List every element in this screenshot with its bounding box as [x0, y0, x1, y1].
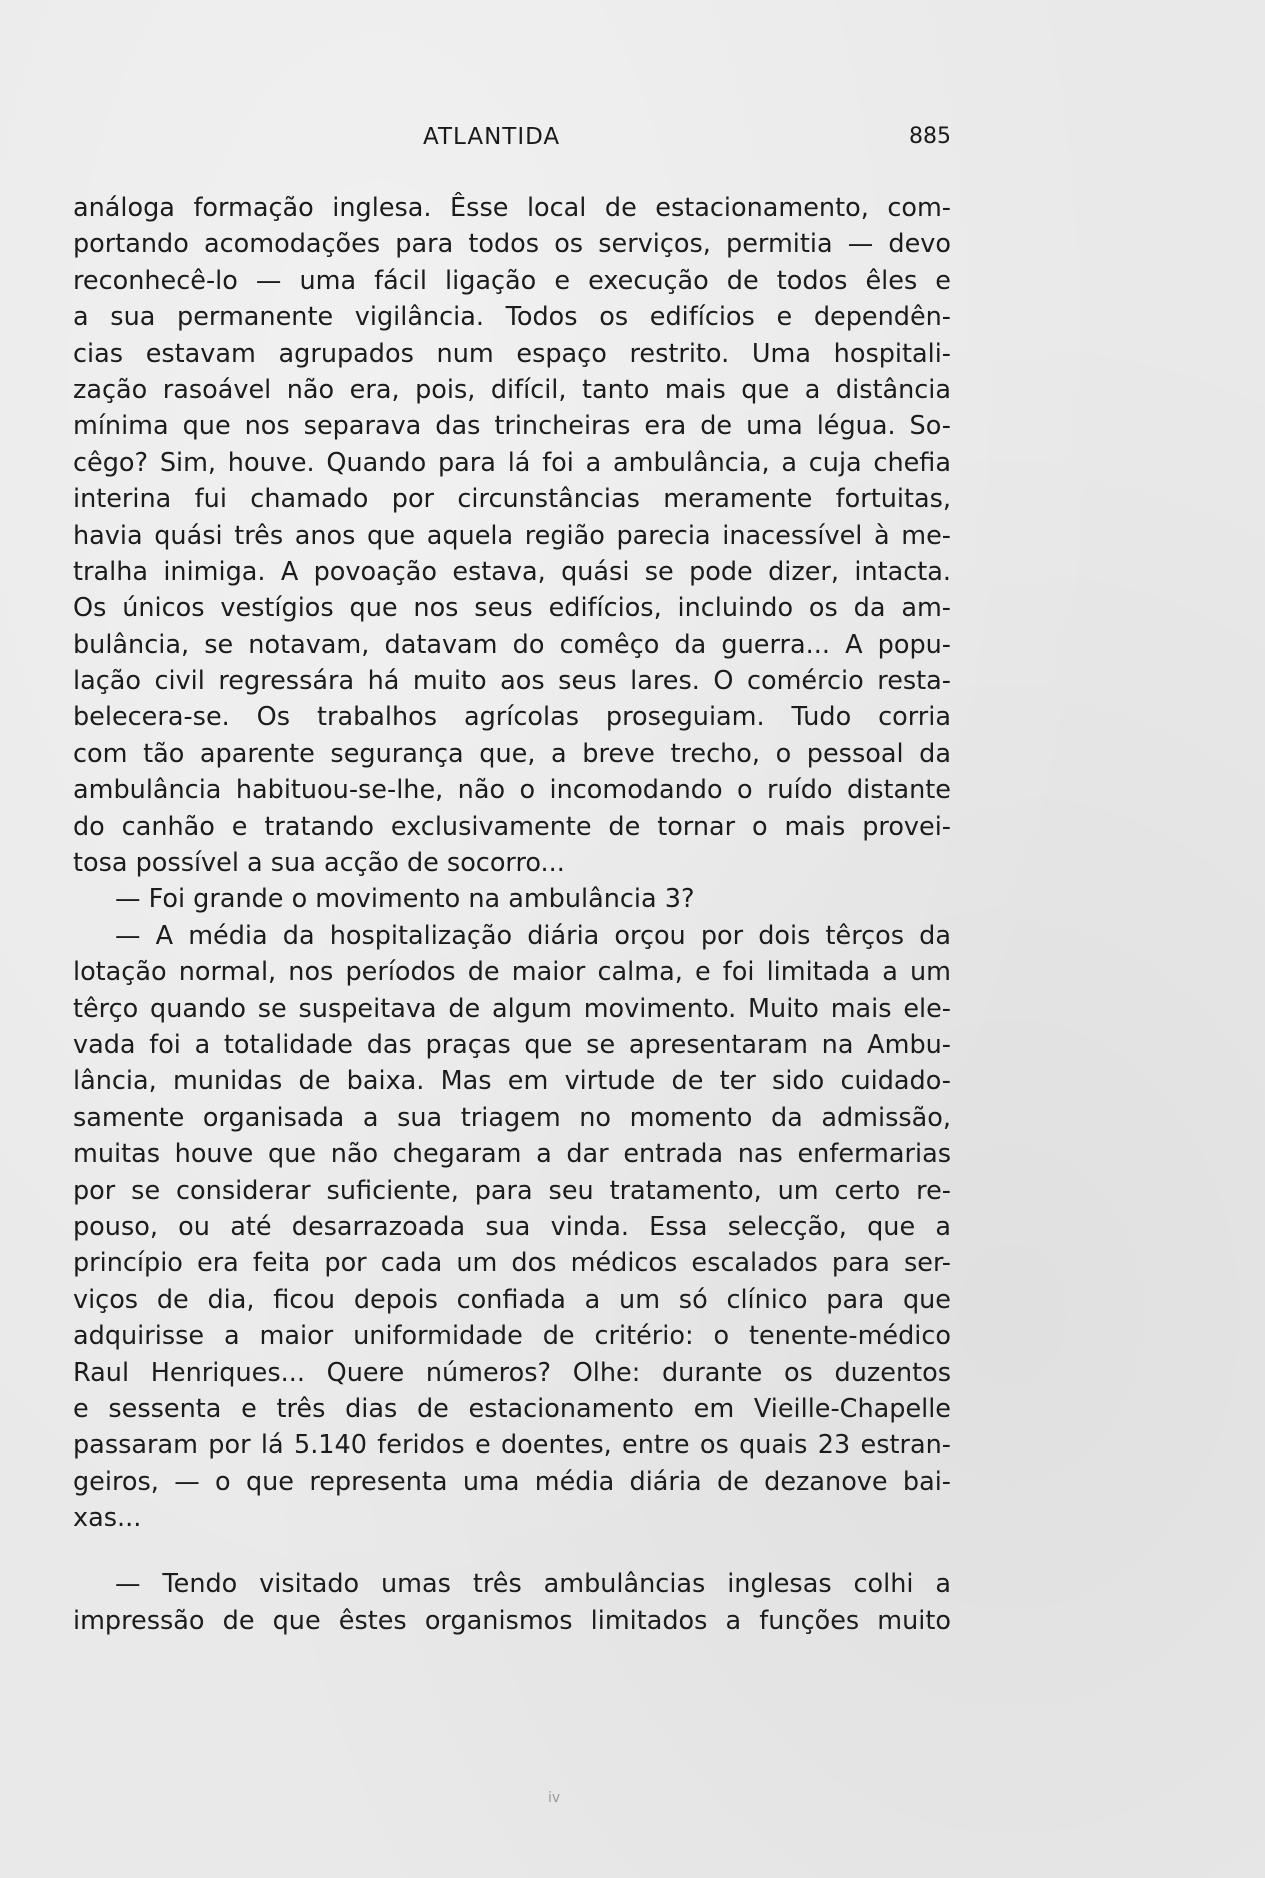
paragraph-gap [73, 1536, 951, 1566]
text-line: impressão de que êstes organismos limitados a funções muito [73, 1605, 951, 1636]
text-line: por se considerar suficiente, para seu tratamento, um certo re- [73, 1175, 951, 1206]
dialogue-line: — Tendo visitado umas três ambulâncias inglesas colhi a [115, 1569, 951, 1600]
text-line: Raul Henriques... Quere números? Olhe: durante os duzentos [73, 1357, 951, 1388]
text-line: tralha inimiga. A povoação estava, quási se pode dizer, intacta. [73, 556, 951, 587]
text-line: passaram por lá 5.140 feridos e doentes, entre os quais 23 estran- [73, 1430, 951, 1461]
text-line: do canhão e tratando exclusivamente de tornar o mais provei- [73, 811, 951, 842]
text-line: adquirisse a maior uniformidade de critério: o tenente-médico [73, 1321, 951, 1352]
text-line: a sua permanente vigilância. Todos os edifícios e dependên- [73, 302, 951, 333]
text-line: ambulância habituou-se-lhe, não o incomodando o ruído distante [73, 775, 951, 806]
text-line: bulância, se notavam, datavam do comêço da guerra... A popu- [73, 629, 951, 660]
text-line: análoga formação inglesa. Êsse local de estacionamento, com- [73, 193, 951, 223]
text-line: cêgo? Sim, houve. Quando para lá foi a ambulância, a cuja chefia [73, 447, 951, 478]
text-line: Os únicos vestígios que nos seus edifícios, incluindo os da am- [73, 593, 951, 624]
text-line: interina fui chamado por circunstâncias meramente fortuitas, [73, 484, 951, 515]
text-line: xas... [73, 1503, 142, 1534]
dialogue-line: — Foi grande o movimento na ambulância 3? [115, 884, 695, 915]
text-line: com tão aparente segurança que, a breve trecho, o pessoal da [73, 738, 951, 769]
text-line: lotação normal, nos períodos de maior calma, e foi limitada a um [73, 957, 951, 988]
text-line: pouso, ou até desarrazoada sua vinda. Essa selecção, que a [73, 1211, 951, 1242]
text-line: têrço quando se suspeitava de algum movimento. Muito mais ele- [73, 993, 951, 1024]
text-line: e sessenta e três dias de estacionamento em Vieille-Chapelle [73, 1393, 951, 1424]
running-head [73, 124, 951, 154]
text-line: belecera-se. Os trabalhos agrícolas proseguiam. Tudo corria [73, 702, 951, 733]
text-line: princípio era feita por cada um dos médicos escalados para ser- [73, 1248, 951, 1279]
text-line: mínima que nos separava das trincheiras era de uma légua. So- [73, 411, 951, 442]
page-number: 885 [909, 124, 951, 149]
signature-mark: iv [548, 1790, 561, 1806]
text-line: lação civil regressára há muito aos seus lares. O comércio resta- [73, 666, 951, 697]
text-line: havia quási três anos que aquela região parecia inacessível à me- [73, 520, 951, 551]
text-line: geiros, — o que representa uma média diária de dezanove bai- [73, 1466, 951, 1497]
text-line: vada foi a totalidade das praças que se apresentaram na Ambu- [73, 1029, 951, 1060]
page-header-title: ATLANTIDA [423, 124, 561, 150]
text-line: viços de dia, ficou depois confiada a um só clínico para que [73, 1284, 951, 1315]
text-line: samente organisada a sua triagem no momento da admissão, [73, 1102, 951, 1133]
text-line: lância, munidas de baixa. Mas em virtude de ter sido cuidado- [73, 1066, 951, 1097]
body-text [73, 190, 951, 1639]
text-line: reconhecê-lo — uma fácil ligação e execução de todos êles e [73, 265, 951, 296]
text-line: portando acomodações para todos os serviços, permitia — devo [73, 229, 951, 260]
text-line: tosa possível a sua acção de socorro... [73, 848, 565, 879]
text-line: muitas houve que não chegaram a dar entrada nas enfermarias [73, 1139, 951, 1170]
text-line: cias estavam agrupados num espaço restrito. Uma hospitali- [73, 338, 951, 369]
dialogue-line: — A média da hospitalização diária orçou por dois têrços da [115, 920, 951, 951]
text-line: zação rasoável não era, pois, difícil, tanto mais que a distância [73, 374, 951, 405]
